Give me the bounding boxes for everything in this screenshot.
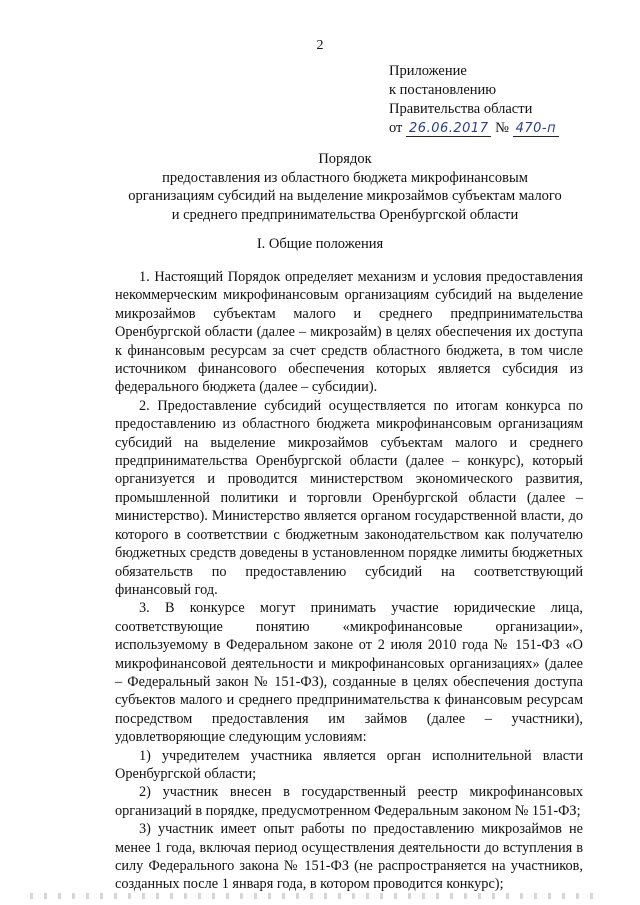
appendix-line-3: Правительства области [389,101,533,117]
appendix-block [389,62,559,138]
handwritten-date: 26.06.2017 [406,121,491,137]
appendix-line-2: к постановлению [389,82,497,98]
paragraph: 1) учредителем участника является орган исполнительной власти Оренбургской области; [115,747,583,782]
paragraph: 2) участник внесен в государственный реестр микрофинансовых организаций в порядке, предусмотренном Федеральным законом № 151-ФЗ; [115,784,583,819]
paragraph: 3) участник имеет опыт работы по предоставлению микрозаймов не менее 1 года, включая период осуществления деятельности до вступления в силу Федерального закона № 151-ФЗ (не распространяется на участников, созданных после 1 января года, в котором проводится конкурс); [115,821,583,893]
number-prefix: № [495,120,509,136]
document-title [120,150,570,224]
appendix-date-line [389,119,559,138]
title-heading: Порядок [318,151,372,167]
handwritten-number: 470-п [513,121,560,137]
page-number: 2 [316,38,324,53]
title-line-1: предоставления из областного бюджета микрофинансовым [162,169,528,186]
section-title: I. Общие положения [256,236,384,252]
date-prefix: от [389,120,403,136]
title-line-2: организациям субсидий на выделение микрозаймов субъектам малого [128,188,562,204]
paragraph: 2. Предоставление субсидий осуществляется по итогам конкурса по предоставлению из областного бюджета микрофинансовым организациям субсидий на выделение микрозаймов субъектам малого и среднего предпринимательства Оренбургской области (далее – конкурс), который организуется и проводится министерством экономического развития, промышленной политики и торговли Оренбургской области (далее – министерство). Министерство является органом государственной власти, до которого в соответствии с бюджетным законодательством как получателю бюджетных средств доведены в установленном порядке лимиты бюджетных обязательств по предоставлению субсидий на соответствующий финансовый год. [115,397,583,598]
appendix-line-1: Приложение [389,63,467,79]
scan-artifact [30,893,600,899]
document-body [115,268,583,894]
paragraph: 3. В конкурсе могут принимать участие юридические лица, соответствующие понятию «микрофинансовые организации», используемому в Федеральном законе от 2 июля 2010 года № 151-ФЗ «О микрофинансовой деятельности и микрофинансовых организациях» (далее – Федеральный закон № 151-ФЗ), созданные в целях обеспечения доступа субъектов малого и среднего предпринимательства к финансовым ресурсам посредством предоставления им займов (далее – участники), удовлетворяющие следующим условиям: [115,600,583,746]
paragraph: 1. Настоящий Порядок определяет механизм и условия предоставления некоммерческим микрофинансовым организациям субсидий на выделение микрозаймов субъектам малого и среднего предпринимательства Оренбургской области (далее – микрозайм) в целях обеспечения их доступа к финансовым ресурсам за счет средств областного бюджета, в том числе источником финансового обеспечения которых является субсидия из федерального бюджета (далее – субсидии). [115,269,583,396]
title-line-3: и среднего предпринимательства Оренбургской области [171,206,519,223]
